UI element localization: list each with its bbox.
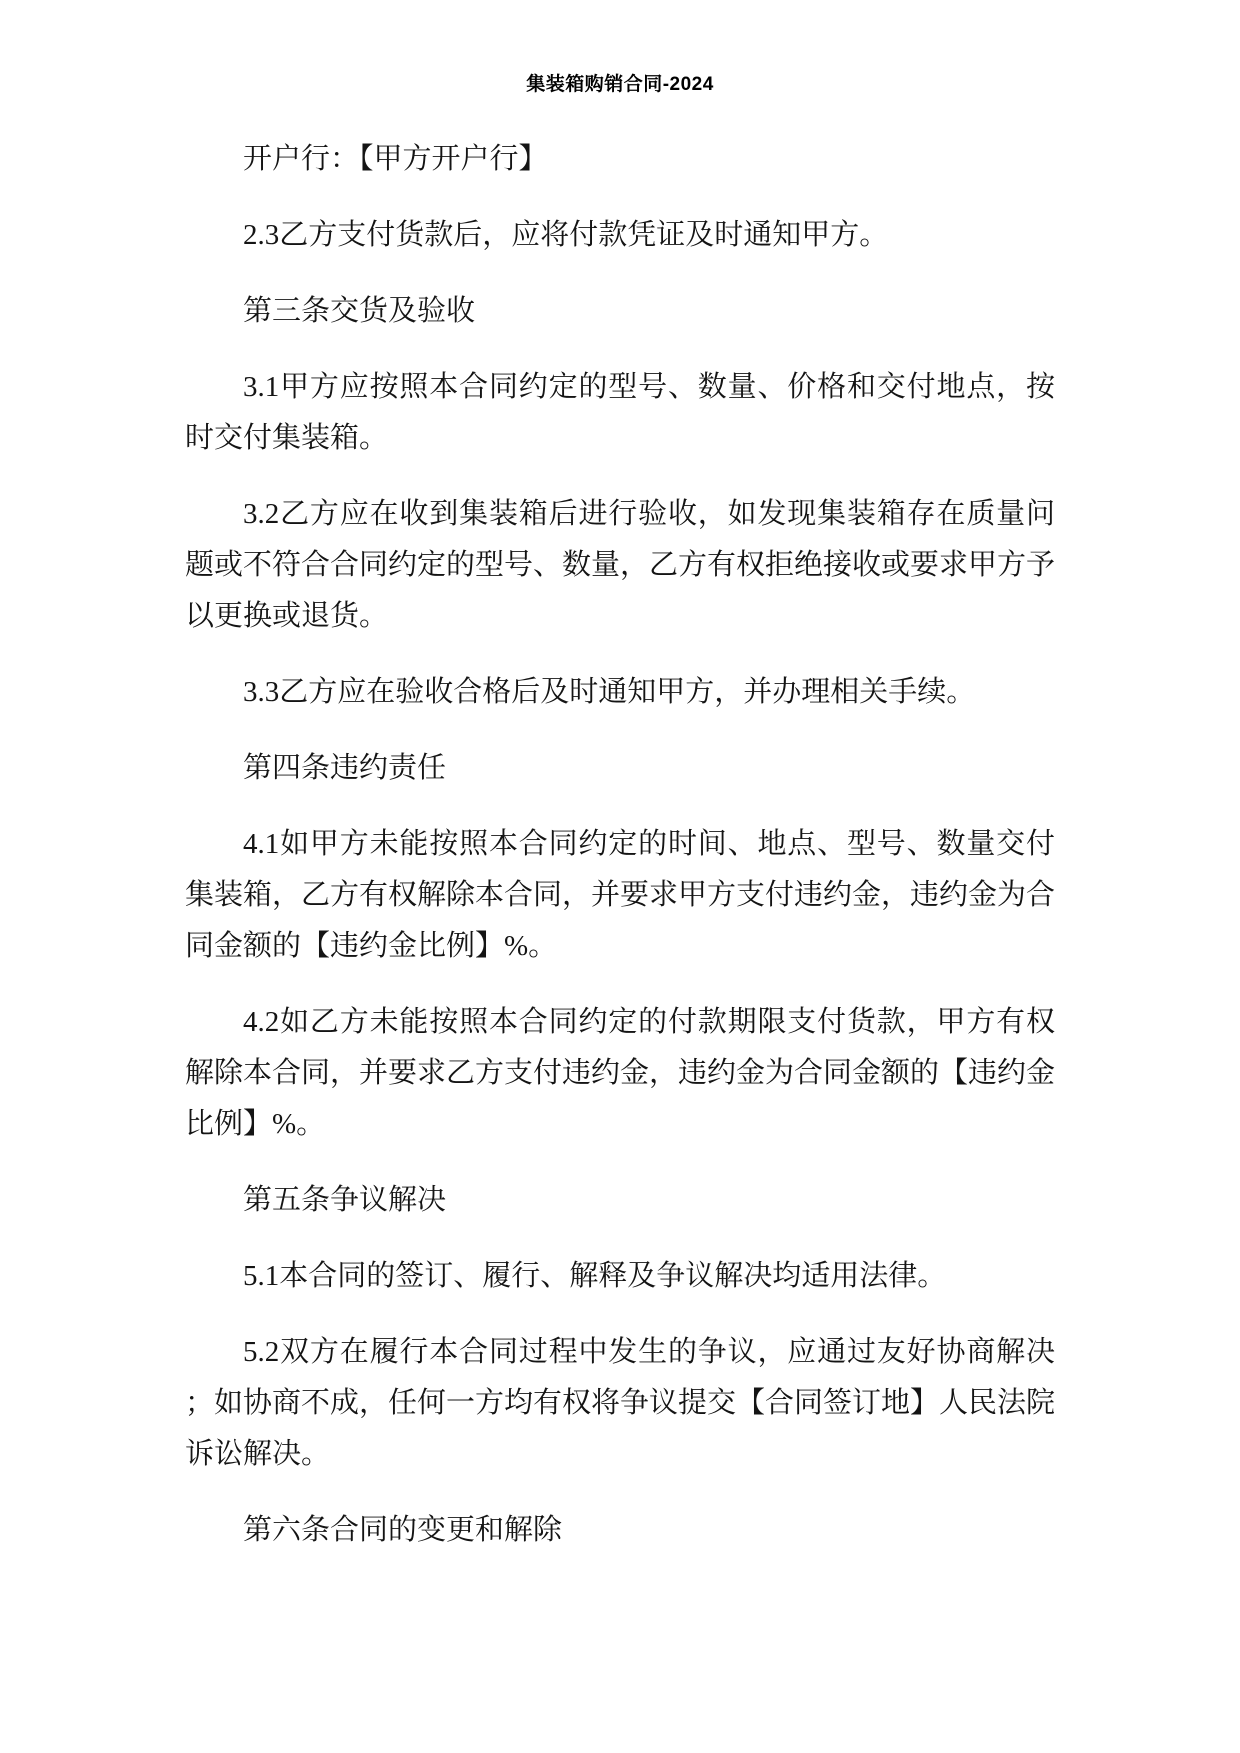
paragraph-4-2: 4.2如乙方未能按照本合同约定的付款期限支付货款，甲方有权解除本合同，并要求乙方支付违约金，违约金为合同金额的【违约金比例】%。 [185, 1006, 1056, 1140]
clause-heading-article-3: 第三条交货及验收 [243, 295, 476, 327]
document-header-title: 集装箱购销合同-2024 [526, 74, 714, 95]
clause-heading-article-5: 第五条争议解决 [243, 1184, 447, 1216]
paragraph-3-3: 3.3乙方应在验收合格后及时通知甲方，并办理相关手续。 [243, 676, 976, 708]
paragraph-5-2: 5.2双方在履行本合同过程中发生的争议，应通过友好协商解决；如协商不成，任何一方均有权将争议提交【合同签订地】人民法院诉讼解决。 [185, 1336, 1056, 1470]
clause-heading-article-6: 第六条合同的变更和解除 [243, 1514, 563, 1546]
paragraph-4-1: 4.1如甲方未能按照本合同约定的时间、地点、型号、数量交付集装箱，乙方有权解除本合同，并要求甲方支付违约金，违约金为合同金额的【违约金比例】%。 [185, 828, 1056, 962]
paragraph-2-3: 2.3乙方支付货款后，应将付款凭证及时通知甲方。 [243, 219, 889, 251]
paragraph-bank-line: 开户行：【甲方开户行】 [243, 143, 548, 175]
document-body [185, 134, 1055, 1556]
paragraph-3-1: 3.1甲方应按照本合同约定的型号、数量、价格和交付地点，按时交付集装箱。 [185, 371, 1055, 454]
paragraph-5-1: 5.1本合同的签订、履行、解释及争议解决均适用法律。 [243, 1260, 947, 1292]
paragraph-3-2: 3.2乙方应在收到集装箱后进行验收，如发现集装箱存在质量问题或不符合合同约定的型号、数量，乙方有权拒绝接收或要求甲方予以更换或退货。 [185, 498, 1056, 632]
clause-heading-article-4: 第四条违约责任 [243, 752, 447, 784]
